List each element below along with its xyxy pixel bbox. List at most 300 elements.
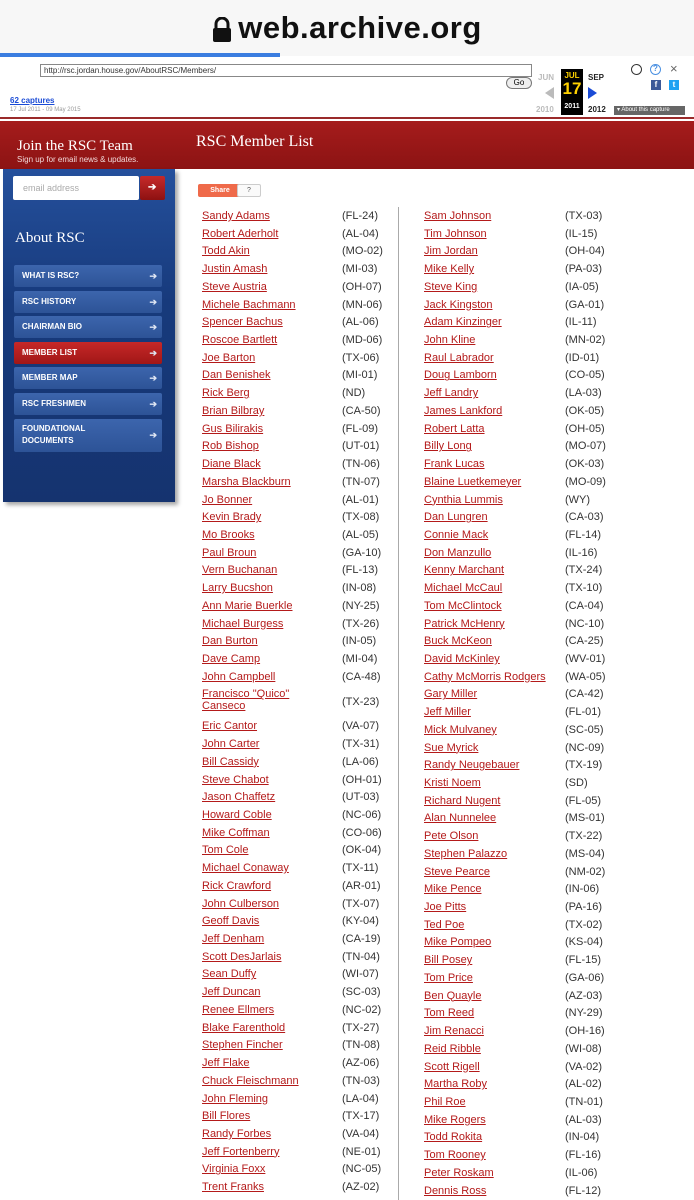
arrow-right-icon: ➔	[149, 271, 157, 281]
browser-host: web.archive.org	[238, 10, 482, 45]
close-icon[interactable]: ×	[670, 61, 678, 76]
member-row	[424, 988, 624, 1006]
sidebar-item-member-list[interactable]	[14, 342, 162, 364]
member-name-link[interactable]: Michele Bachmann	[202, 298, 296, 311]
member-name-link[interactable]: Bill Posey	[424, 954, 473, 967]
member-row	[424, 562, 624, 580]
member-name-link[interactable]: Reid Ribble	[424, 1042, 481, 1055]
member-name-link[interactable]: Todd Akin	[202, 245, 250, 258]
member-district: (IN-05)	[342, 635, 377, 648]
member-district: (TX-23)	[342, 696, 380, 709]
member-name-link[interactable]: Diane Black	[202, 458, 261, 471]
member-name-link[interactable]: Phil Roe	[424, 1095, 466, 1108]
member-district: (TN-04)	[342, 950, 380, 963]
member-row	[424, 757, 624, 775]
member-name-link[interactable]: John Culberson	[202, 897, 280, 910]
member-district: (MS-01)	[565, 812, 605, 825]
sidebar-item-rsc-history[interactable]	[14, 291, 162, 313]
twitter-icon[interactable]: t	[669, 80, 679, 90]
member-district: (MO-09)	[565, 475, 606, 488]
member-name-link[interactable]: Patrick McHenry	[424, 617, 505, 630]
member-name-link[interactable]: Tom Reed	[424, 1007, 475, 1020]
member-row	[202, 1144, 398, 1162]
member-row	[202, 718, 398, 736]
member-district: (SC-05)	[565, 723, 604, 736]
member-name-link[interactable]: Blake Farenthold	[202, 1021, 286, 1034]
member-row	[424, 208, 624, 226]
member-name-link[interactable]: David McKinley	[424, 652, 500, 665]
member-name-link[interactable]: Rick Crawford	[202, 879, 272, 892]
member-row	[202, 297, 398, 315]
member-name-link[interactable]: Alan Nunnelee	[424, 812, 497, 825]
member-district: (AZ-06)	[342, 1057, 380, 1070]
member-name-link[interactable]: Robert Aderholt	[202, 227, 279, 240]
member-name-link[interactable]: John Kline	[424, 334, 476, 347]
member-name-link[interactable]: Vern Buchanan	[202, 564, 278, 577]
member-row	[424, 580, 624, 598]
member-district: (MI-01)	[342, 369, 378, 382]
sidebar-item-label: FOUNDATIONAL DOCUMENTS	[22, 423, 86, 445]
member-row	[202, 598, 398, 616]
member-name-link[interactable]: Virginia Foxx	[202, 1163, 266, 1176]
member-district: (MD-06)	[342, 334, 383, 347]
member-district: (OK-04)	[342, 844, 382, 857]
member-district: (WV-01)	[565, 652, 606, 665]
member-name-link[interactable]: Jim Renacci	[424, 1025, 484, 1038]
member-name-link[interactable]: Dan Burton	[202, 635, 258, 648]
member-district: (ID-01)	[565, 351, 600, 364]
signup-text: Sign up for email news & updates.	[17, 155, 139, 164]
member-name-link[interactable]: Jason Chaffetz	[202, 791, 276, 804]
member-district: (FL-14)	[565, 528, 602, 541]
member-name-link[interactable]: Chuck Fleischmann	[202, 1074, 299, 1087]
member-name-link[interactable]: Spencer Bachus	[202, 316, 283, 329]
member-row	[424, 881, 624, 899]
member-row	[202, 385, 398, 403]
member-name-link[interactable]: Geoff Davis	[202, 915, 260, 928]
member-name-link[interactable]: Sue Myrick	[424, 741, 479, 754]
member-district: (MS-04)	[565, 847, 605, 860]
member-name-link[interactable]: Steve Pearce	[424, 865, 491, 878]
member-row	[424, 1076, 624, 1094]
member-name-link[interactable]: Todd Rokita	[424, 1131, 483, 1144]
member-name-link[interactable]: Stephen Palazzo	[424, 847, 508, 860]
member-name-link[interactable]: Roscoe Bartlett	[202, 334, 278, 347]
member-row	[424, 598, 624, 616]
member-name-link[interactable]: John Fleming	[202, 1092, 269, 1105]
member-district: (TX-03)	[565, 210, 603, 222]
member-name-link[interactable]: Dave Camp	[202, 652, 261, 665]
member-row	[424, 846, 624, 864]
member-district: (VA-07)	[342, 720, 380, 733]
member-row	[202, 913, 398, 931]
member-name-link[interactable]: Mike Pompeo	[424, 936, 492, 949]
member-row	[424, 367, 624, 385]
member-row	[202, 651, 398, 669]
member-district: (TX-22)	[565, 830, 603, 843]
member-district: (MO-07)	[565, 440, 606, 453]
member-district: (NC-06)	[342, 809, 382, 821]
member-row	[424, 403, 624, 421]
member-name-link[interactable]: Peter Roskam	[424, 1166, 494, 1179]
member-name-link[interactable]: Robert Latta	[424, 422, 485, 435]
facebook-icon[interactable]: f	[651, 80, 661, 90]
member-row	[424, 810, 624, 828]
member-district: (MO-02)	[342, 245, 383, 258]
member-name-link[interactable]: Dan Lungren	[424, 511, 488, 524]
member-district: (TX-17)	[342, 1110, 380, 1123]
member-name-link[interactable]: Mike Coffman	[202, 826, 270, 839]
member-row	[202, 984, 398, 1002]
next-capture-arrow-icon[interactable]	[588, 87, 597, 99]
member-name-link[interactable]: Jack Kingston	[424, 298, 493, 311]
member-district: (OK-05)	[565, 404, 605, 417]
next-month-link[interactable]: SEP	[588, 73, 605, 82]
member-name-link[interactable]: Howard Coble	[202, 809, 272, 821]
member-row	[202, 860, 398, 878]
member-name-link[interactable]: Dan Benishek	[202, 369, 271, 382]
member-name-link[interactable]: Pete Olson	[424, 830, 479, 843]
member-name-link[interactable]: Sam Johnson	[424, 210, 492, 222]
member-row	[202, 1179, 398, 1197]
member-row	[424, 527, 624, 545]
member-row	[202, 789, 398, 807]
member-name-link[interactable]: Cathy McMorris Rodgers	[424, 670, 546, 683]
member-district: (CA-50)	[342, 404, 381, 417]
member-row	[424, 492, 624, 510]
member-name-link[interactable]: Joe Barton	[202, 351, 256, 364]
member-district: (AL-05)	[342, 528, 379, 541]
member-row	[424, 740, 624, 758]
prev-month-link[interactable]: JUN	[538, 73, 555, 82]
member-name-link[interactable]: Tom McClintock	[424, 599, 502, 612]
member-row	[202, 1073, 398, 1091]
member-district: (TN-07)	[342, 475, 380, 488]
member-name-link[interactable]: James Lankford	[424, 404, 503, 417]
member-district: (MN-02)	[565, 334, 606, 347]
member-district: (IL-16)	[565, 546, 598, 559]
member-row	[424, 952, 624, 970]
arrow-right-icon: ➔	[149, 373, 157, 384]
current-year: 2011	[564, 103, 580, 110]
member-name-link[interactable]: Doug Lamborn	[424, 369, 497, 382]
member-district: (WI-07)	[342, 968, 379, 981]
wayback-go-button[interactable]: Go	[506, 77, 532, 89]
member-district: (SC-03)	[342, 986, 381, 999]
sidebar-item-label: RSC FRESHMEN	[22, 398, 87, 408]
member-district: (NY-25)	[342, 599, 380, 612]
member-name-link[interactable]: Eric Cantor	[202, 720, 258, 733]
member-district: (NM-02)	[565, 865, 606, 878]
member-name-link[interactable]: Jeff Flake	[202, 1057, 250, 1070]
member-row	[202, 243, 398, 261]
member-name-link[interactable]: Mike Kelly	[424, 263, 475, 276]
sidebar-item-chairman-bio[interactable]	[14, 316, 162, 338]
member-district: (FL-12)	[565, 1184, 602, 1197]
member-name-link[interactable]: Tom Rooney	[424, 1149, 486, 1162]
member-name-link[interactable]: Kevin Brady	[202, 511, 262, 524]
member-row	[424, 686, 624, 704]
member-row	[424, 1005, 624, 1023]
member-name-link[interactable]: Scott DesJarlais	[202, 950, 282, 963]
member-district: (TX-08)	[342, 511, 380, 524]
member-name-link[interactable]: Martha Roby	[424, 1078, 487, 1091]
member-name-link[interactable]: Kenny Marchant	[424, 564, 505, 577]
member-name-link[interactable]: Adam Kinzinger	[424, 316, 502, 329]
member-name-link[interactable]: Trent Franks	[202, 1181, 264, 1194]
sidebar-item-label: CHAIRMAN BIO	[22, 322, 82, 332]
member-row	[424, 1183, 624, 1200]
member-row	[202, 807, 398, 825]
member-row	[424, 421, 624, 439]
member-name-link[interactable]: Scott Rigell	[424, 1060, 480, 1073]
member-row	[424, 350, 624, 368]
captures-range: 17 Jul 2011 - 09 May 2015	[10, 107, 81, 113]
member-name-link[interactable]: Joe Pitts	[424, 901, 467, 914]
member-name-link[interactable]: Frank Lucas	[424, 458, 485, 471]
member-row	[424, 633, 624, 651]
member-name-link[interactable]: Gary Miller	[424, 688, 478, 701]
member-row	[202, 616, 398, 634]
member-name-link[interactable]: Bill Cassidy	[202, 755, 259, 768]
member-name-link[interactable]: Jeff Duncan	[202, 986, 261, 999]
member-district: (TX-19)	[565, 759, 603, 772]
member-row	[202, 633, 398, 651]
member-row	[424, 314, 624, 332]
prev-year-link[interactable]: 2010	[536, 105, 554, 114]
member-district: (TN-08)	[342, 1039, 380, 1052]
member-name-link[interactable]: Marsha Blackburn	[202, 475, 291, 488]
member-district: (TX-27)	[342, 1021, 380, 1034]
sidebar-nav	[14, 265, 162, 455]
member-row	[424, 1165, 624, 1183]
next-year-link[interactable]: 2012	[588, 105, 606, 114]
current-capture-date	[561, 69, 583, 115]
member-name-link[interactable]: John Carter	[202, 738, 260, 751]
member-row	[202, 350, 398, 368]
member-district: (NC-05)	[342, 1163, 382, 1176]
current-day: 17	[562, 79, 582, 98]
member-name-link[interactable]: Tom Cole	[202, 844, 249, 857]
member-district: (AL-03)	[565, 1113, 602, 1126]
member-name-link[interactable]: Randy Neugebauer	[424, 759, 520, 772]
member-district: (IL-15)	[565, 227, 598, 240]
member-district: (CO-05)	[565, 369, 605, 382]
member-name-link[interactable]: Raul Labrador	[424, 351, 494, 364]
member-row	[202, 226, 398, 244]
member-name-link[interactable]: Dennis Ross	[424, 1184, 487, 1197]
member-name-link[interactable]: Randy Forbes	[202, 1127, 272, 1140]
user-icon[interactable]	[631, 64, 642, 75]
member-name-link[interactable]: Michael Conaway	[202, 862, 289, 875]
member-name-link[interactable]: Jo Bonner	[202, 493, 253, 506]
member-row	[424, 261, 624, 279]
member-district: (OH-01)	[342, 773, 382, 786]
member-row	[202, 878, 398, 896]
member-row	[424, 545, 624, 563]
member-row	[202, 754, 398, 772]
help-icon[interactable]: ?	[650, 64, 661, 75]
member-row	[424, 1041, 624, 1059]
member-row	[202, 1091, 398, 1109]
member-district: (IN-08)	[342, 582, 377, 595]
member-name-link[interactable]: Justin Amash	[202, 263, 268, 276]
share-button[interactable]: Share	[198, 184, 242, 197]
member-name-link[interactable]: Connie Mack	[424, 528, 489, 541]
browser-url-bar[interactable]	[0, 0, 694, 56]
member-name-link[interactable]: Jeff Denham	[202, 933, 265, 946]
sidebar-item-label: MEMBER LIST	[22, 347, 78, 357]
member-row	[202, 1020, 398, 1038]
join-title: Join the RSC Team	[17, 138, 133, 154]
member-name-link[interactable]: Richard Nugent	[424, 794, 501, 807]
member-name-link[interactable]: Larry Bucshon	[202, 582, 273, 595]
member-district: (AR-01)	[342, 879, 381, 892]
member-district: (CA-42)	[565, 688, 604, 701]
member-name-link[interactable]: Brian Bilbray	[202, 404, 265, 417]
member-name-link[interactable]: Gus Bilirakis	[202, 422, 264, 435]
member-row	[202, 772, 398, 790]
member-district: (AL-01)	[342, 493, 379, 506]
member-name-link[interactable]: Francisco "Quico" Canseco	[202, 688, 290, 713]
member-name-link[interactable]: Michael McCaul	[424, 582, 503, 595]
member-district: (TX-06)	[342, 351, 380, 364]
member-district: (NY-29)	[565, 1007, 603, 1020]
member-row	[202, 492, 398, 510]
member-name-link[interactable]: Jeff Fortenberry	[202, 1145, 280, 1158]
member-name-link[interactable]: Ann Marie Buerkle	[202, 599, 293, 612]
member-district: (OH-16)	[565, 1025, 605, 1038]
member-list-right	[424, 208, 624, 1200]
member-name-link[interactable]: Mike Rogers	[424, 1113, 486, 1126]
member-name-link[interactable]: Jeff Miller	[424, 706, 471, 719]
member-district: (UT-03)	[342, 791, 380, 804]
member-name-link[interactable]: Bill Flores	[202, 1110, 251, 1123]
member-row	[424, 1023, 624, 1041]
column-divider	[398, 207, 399, 1200]
current-month: JUL	[564, 71, 580, 80]
member-row	[202, 261, 398, 279]
member-row	[202, 1161, 398, 1179]
member-name-link[interactable]: Michael Burgess	[202, 617, 284, 630]
member-row	[424, 793, 624, 811]
member-name-link[interactable]: Rob Bishop	[202, 440, 259, 453]
member-row	[424, 509, 624, 527]
member-name-link[interactable]: Mick Mulvaney	[424, 723, 497, 736]
member-district: (KY-04)	[342, 915, 379, 928]
member-name-link[interactable]: Jim Jordan	[424, 245, 478, 258]
member-district: (GA-01)	[565, 298, 605, 311]
arrow-right-icon: ➔	[149, 430, 157, 441]
member-name-link[interactable]: Steve Austria	[202, 280, 267, 293]
member-row	[202, 896, 398, 914]
member-row	[424, 297, 624, 315]
member-row	[424, 1112, 624, 1130]
member-district: (SD)	[565, 777, 588, 789]
member-name-link[interactable]: Ted Poe	[424, 918, 465, 931]
sidebar-item-member-map[interactable]	[14, 367, 162, 389]
member-name-link[interactable]: Rick Berg	[202, 387, 250, 400]
member-row	[424, 775, 624, 793]
member-district: (NC-02)	[342, 1003, 382, 1016]
member-district: (LA-04)	[342, 1092, 379, 1105]
member-district: (MN-06)	[342, 298, 383, 311]
member-name-link[interactable]: Paul Broun	[202, 546, 257, 559]
member-district: (OH-07)	[342, 280, 382, 293]
member-district: (OH-04)	[565, 245, 605, 258]
share-help-button[interactable]: ?	[237, 184, 261, 197]
member-name-link[interactable]: Cynthia Lummis	[424, 493, 503, 506]
member-name-link[interactable]: Sean Duffy	[202, 968, 257, 981]
member-district: (CA-25)	[565, 635, 604, 648]
about-capture-button[interactable]: ▾ About this capture	[614, 106, 685, 115]
sidebar-item-label: RSC HISTORY	[22, 296, 77, 306]
prev-capture-arrow-icon[interactable]	[545, 87, 554, 99]
member-district: (LA-06)	[342, 755, 379, 768]
member-name-link[interactable]: Renee Ellmers	[202, 1003, 275, 1016]
arrow-right-icon: ➔	[149, 347, 157, 358]
member-name-link[interactable]: Stephen Fincher	[202, 1039, 283, 1052]
member-row	[424, 385, 624, 403]
member-name-link[interactable]: Tim Johnson	[424, 227, 487, 240]
member-name-link[interactable]: Blaine Luetkemeyer	[424, 475, 522, 488]
member-name-link[interactable]: Ben Quayle	[424, 989, 482, 1002]
email-submit-button[interactable]	[140, 176, 165, 200]
member-row	[202, 562, 398, 580]
member-name-link[interactable]: Sandy Adams	[202, 210, 270, 222]
member-row	[424, 1129, 624, 1147]
member-row	[202, 1002, 398, 1020]
member-row	[202, 1108, 398, 1126]
member-district: (CO-06)	[342, 826, 382, 839]
member-row	[424, 722, 624, 740]
member-district: (IA-05)	[565, 280, 599, 293]
member-name-link[interactable]: Mo Brooks	[202, 528, 255, 541]
member-name-link[interactable]: John Campbell	[202, 670, 276, 683]
member-row	[424, 456, 624, 474]
member-row	[202, 474, 398, 492]
member-row	[202, 421, 398, 439]
member-district: (WI-08)	[565, 1042, 602, 1055]
captures-link[interactable]: 62 captures	[10, 96, 55, 105]
member-district: (OK-03)	[565, 458, 605, 471]
sidebar-item-foundational-documents[interactable]	[14, 419, 162, 452]
member-name-link[interactable]: Don Manzullo	[424, 546, 492, 559]
member-row	[424, 970, 624, 988]
member-name-link[interactable]: Jeff Landry	[424, 387, 479, 400]
email-input[interactable]: email address	[13, 176, 139, 200]
member-name-link[interactable]: Kristi Noem	[424, 777, 481, 789]
member-district: (CA-19)	[342, 933, 381, 946]
member-district: (NC-09)	[565, 741, 605, 754]
member-district: (KS-04)	[565, 936, 603, 949]
lock-icon	[212, 17, 232, 43]
member-name-link[interactable]: Tom Price	[424, 971, 473, 984]
member-district: (NC-10)	[565, 617, 605, 630]
member-row	[202, 438, 398, 456]
member-name-link[interactable]: Mike Pence	[424, 883, 482, 896]
member-name-link[interactable]: Billy Long	[424, 440, 472, 453]
member-name-link[interactable]: Steve Chabot	[202, 773, 269, 786]
member-row	[202, 527, 398, 545]
member-district: (IL-11)	[565, 316, 597, 329]
wayback-url-input[interactable]: http://rsc.jordan.house.gov/AboutRSC/Members/	[40, 64, 532, 77]
member-name-link[interactable]: Steve King	[424, 280, 478, 293]
sidebar-item-what-is-rsc[interactable]	[14, 265, 162, 287]
member-name-link[interactable]: Buck McKeon	[424, 635, 492, 648]
sidebar-item-rsc-freshmen[interactable]	[14, 393, 162, 415]
member-row	[202, 545, 398, 563]
